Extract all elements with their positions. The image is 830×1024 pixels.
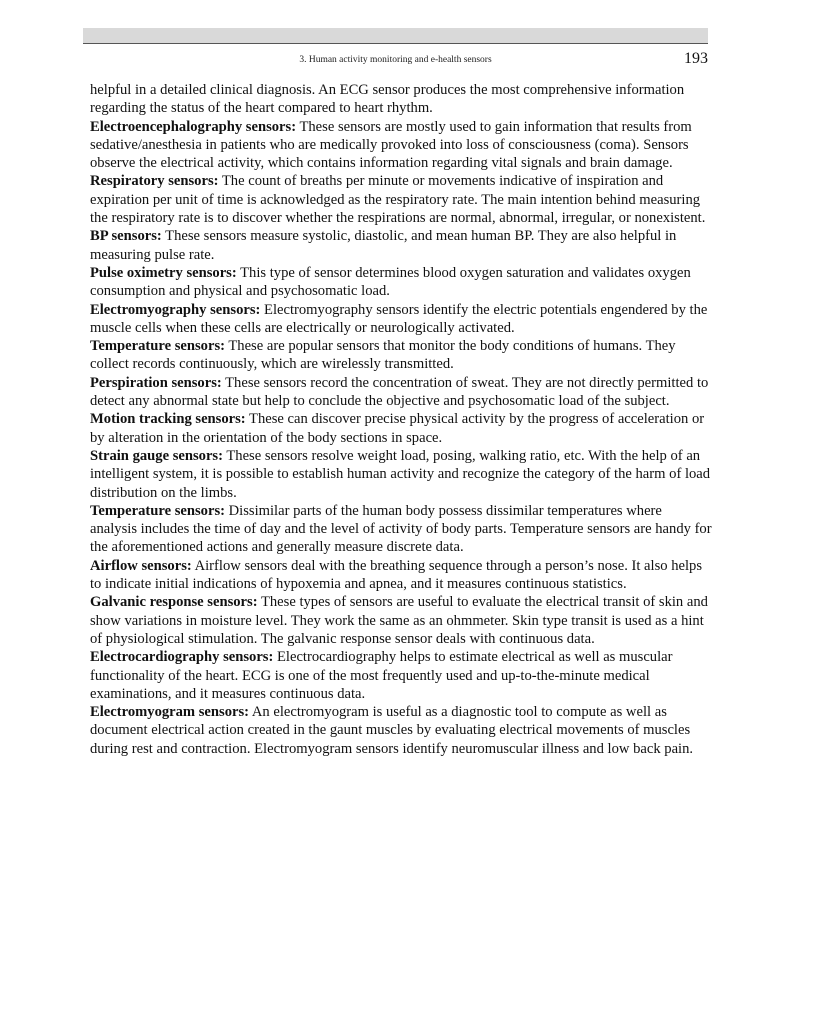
sensor-term: Perspiration sensors: [90, 374, 222, 391]
sensor-description: These sensors record the concentration of sweat. They are not directly permitted to detect any abnormal state but help to conclude the objective and psychosomatic load of the subject. [90, 374, 709, 410]
sensor-paragraph-electrocardiography [90, 648, 712, 703]
running-title: 3. Human activity monitoring and e-health sensors [299, 55, 492, 65]
intro-paragraph: helpful in a detailed clinical diagnosis. An ECG sensor produces the most comprehensive information regarding the status of the heart compared to heart rhythm. [90, 82, 685, 117]
sensor-term: Pulse oximetry sensors: [90, 264, 237, 281]
sensor-description: These sensors are mostly used to gain information that results from sedative/anesthesia in patients who are medically provoked into loss of consciousness (coma). Sensors observe the electrical activity, which contains information regarding vital signals and brain damage. [90, 118, 692, 172]
sensor-description: Electrocardiography helps to estimate electrical as well as muscular functionality of the heart. ECG is one of the most frequently used and up-to-the-minute medical examinations, and it measures continuous data. [90, 649, 673, 702]
sensor-paragraph-temperature [90, 337, 712, 374]
page-number: 193 [684, 50, 708, 67]
body-text [90, 81, 712, 758]
sensor-term: Temperature sensors: [90, 338, 225, 355]
header-band [83, 28, 708, 43]
sensor-term: Electrocardiography sensors: [90, 649, 274, 666]
sensor-term: Electromyography sensors: [90, 301, 261, 318]
sensor-description: This type of sensor determines blood oxygen saturation and validates oxygen consumption and physical and psychosomatic load. [90, 264, 691, 300]
sensor-paragraph-eeg [90, 118, 712, 173]
sensor-paragraph-respiratory [90, 172, 712, 227]
sensor-description: These are popular sensors that monitor the body conditions of humans. They collect records continuously, which are wirelessly transmitted. [90, 338, 676, 373]
sensor-description: The count of breaths per minute or movements indicative of inspiration and expiration per unit of time is acknowledged as the respiratory rate. The main intention behind measuring the respiratory rate is to discover whether the respirations are normal, abnormal, irregular, or nonexistent. [90, 173, 706, 227]
sensor-description: These types of sensors are useful to evaluate the electrical transit of skin and show variations in moisture level. They work the same as an ohmmeter. Skin type transit is used as a hint of physiological stimulation. The galvanic response sensor deals with continuous data. [90, 594, 708, 647]
sensor-term: Electromyogram sensors: [90, 704, 250, 721]
sensor-description: Electromyography sensors identify the electric potentials engendered by the muscle cells when these cells are electrically or neurologically activated. [90, 301, 708, 336]
running-head [83, 52, 708, 68]
sensor-description: Dissimilar parts of the human body possess dissimilar temperatures where analysis includes the time of day and the level of activity of body parts. Temperature sensors are handy for the aforementioned actions and generally measure discrete data. [90, 502, 712, 556]
sensor-paragraph-bp [90, 227, 712, 264]
sensor-term: Motion tracking sensors: [90, 411, 246, 428]
sensor-term: Galvanic response sensors: [90, 594, 258, 611]
sensor-paragraph-galvanic [90, 593, 712, 648]
sensor-description: Airflow sensors deal with the breathing sequence through a person’s nose. It also helps to indicate initial indications of hypoxemia and apnea, and it measures continuous statistics. [90, 557, 703, 593]
sensor-description: These can discover precise physical activity by the progress of acceleration or by alteration in the orientation of the body sections in space. [90, 411, 705, 446]
sensor-term: BP sensors: [90, 228, 162, 245]
sensor-term: Strain gauge sensors: [90, 447, 223, 464]
sensor-paragraph-electromyogram [90, 703, 712, 758]
sensor-paragraph-temperature-2 [90, 502, 712, 557]
header-rule [83, 43, 708, 44]
sensor-paragraph-perspiration [90, 374, 712, 411]
sensor-term: Temperature sensors: [90, 502, 225, 519]
sensor-term: Respiratory sensors: [90, 173, 219, 190]
sensor-paragraph-motion-tracking [90, 410, 712, 447]
sensor-description: An electromyogram is useful as a diagnostic tool to compute as well as document electrical action created in the gaunt muscles by evaluating electrical movements of muscles during rest and contraction. Electromyogram sensors identify neuromuscular illness and low back pain. [90, 704, 694, 757]
sensor-paragraph-electromyography [90, 301, 712, 338]
sensor-paragraph-pulse-oximetry [90, 264, 712, 301]
sensor-term: Electroencephalography sensors: [90, 118, 297, 135]
sensor-description: These sensors measure systolic, diastolic, and mean human BP. They are also helpful in measuring pulse rate. [90, 228, 677, 263]
sensor-description: These sensors resolve weight load, posing, walking ratio, etc. With the help of an intelligent system, it is possible to establish human activity and recognize the category of the harm of load distribution on the limbs. [90, 447, 711, 501]
sensor-paragraph-strain-gauge [90, 447, 712, 502]
sensor-term: Airflow sensors: [90, 557, 192, 574]
sensor-paragraph-airflow [90, 557, 712, 594]
